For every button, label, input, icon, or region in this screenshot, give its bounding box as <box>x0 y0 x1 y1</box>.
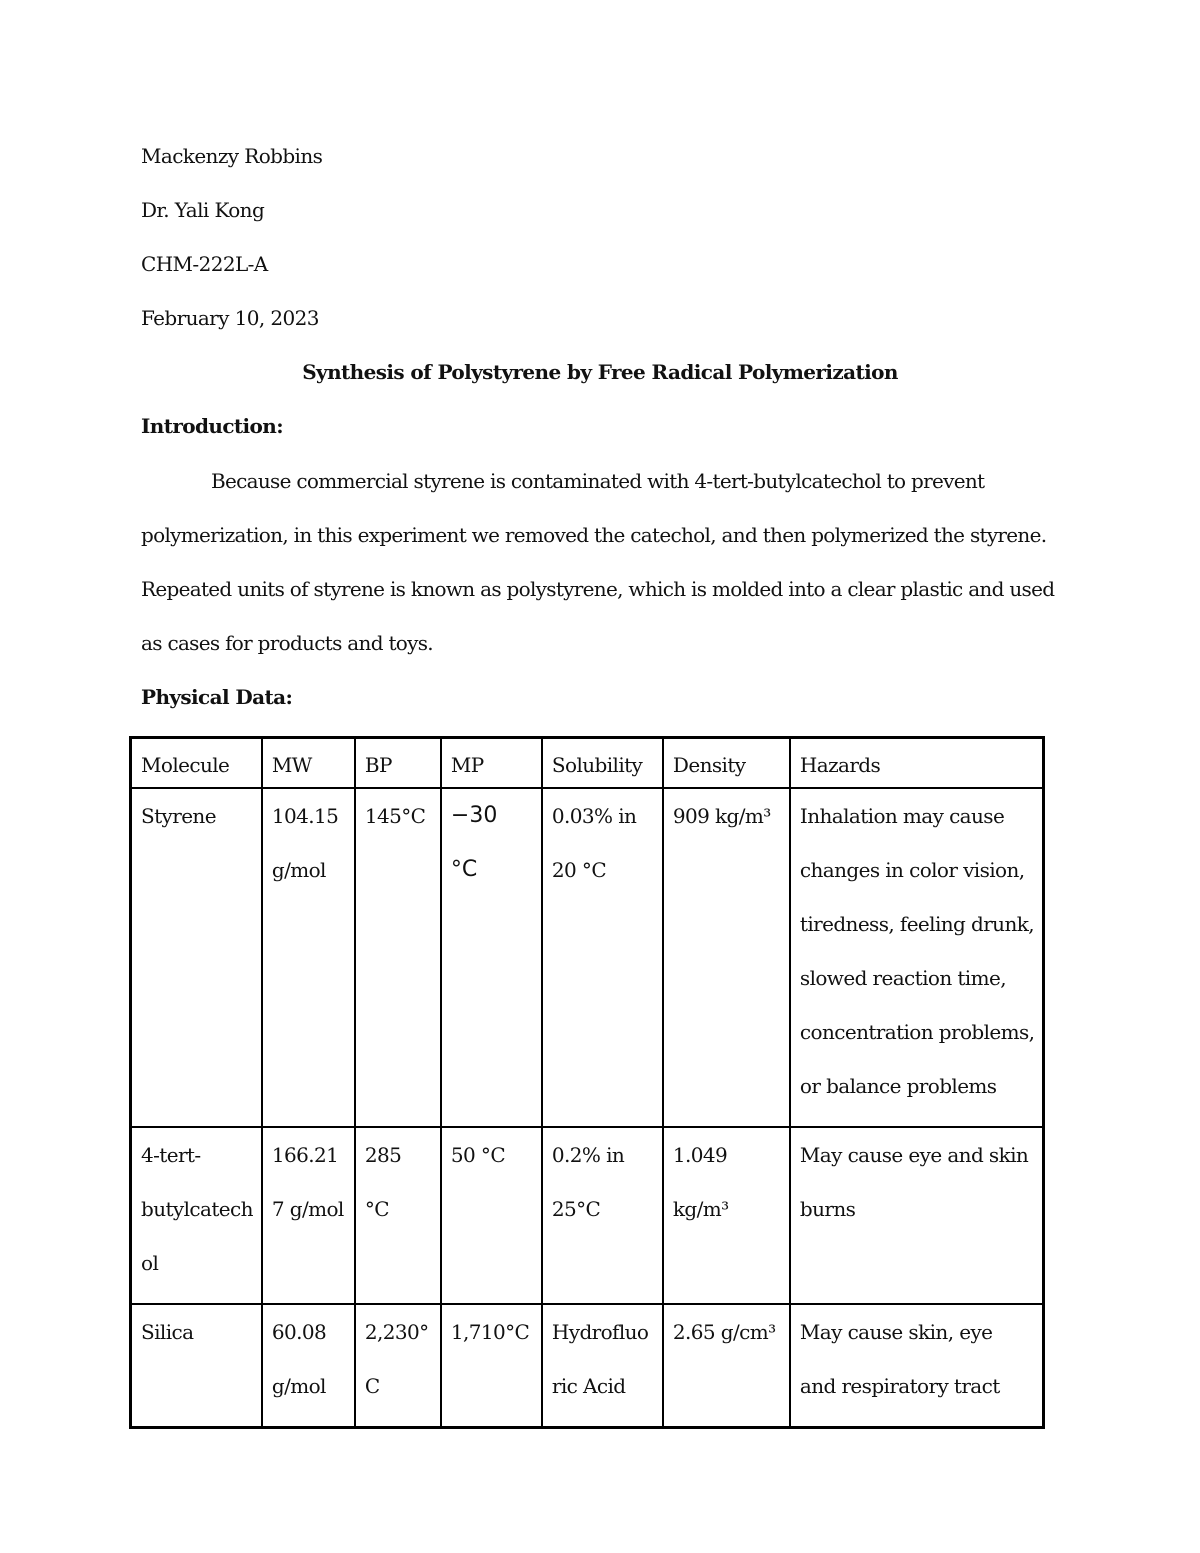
cell-density <box>663 788 790 1127</box>
cell-solubility <box>542 1304 663 1428</box>
cell-line: 104.15 <box>271 804 339 828</box>
cell-line: 0.03% in <box>551 804 637 828</box>
cell-line: Hydrofluo <box>551 1320 649 1344</box>
cell-line: 2,230° <box>364 1320 429 1344</box>
table-header-row <box>131 738 1044 789</box>
cell-line: 50 °C <box>450 1143 506 1167</box>
physical-data-table <box>129 736 1045 1429</box>
cell-line: 1,710°C <box>450 1320 530 1344</box>
cell-bp <box>355 1304 441 1428</box>
cell-line: °C <box>450 857 478 882</box>
cell-mw <box>262 788 355 1127</box>
cell-line: 60.08 <box>271 1320 327 1344</box>
cell-line: °C <box>364 1197 390 1221</box>
cell-mp <box>441 1304 542 1428</box>
cell-mp <box>441 788 542 1127</box>
cell-solubility <box>542 1127 663 1304</box>
author-name: Mackenzy Robbins <box>141 144 323 168</box>
cell-line: Inhalation may cause <box>799 804 1005 828</box>
cell-line: May cause eye and skin <box>799 1143 1029 1167</box>
cell-line: tiredness, feeling drunk, <box>799 912 1035 936</box>
cell-mw <box>262 1304 355 1428</box>
column-header-molecule: Molecule <box>131 738 262 789</box>
cell-line: 1.049 <box>672 1143 728 1167</box>
cell-hazards <box>790 788 1044 1127</box>
cell-mw <box>262 1127 355 1304</box>
introduction-line: Because commercial styrene is contaminated with 4-tert-butylcatechol to prevent <box>211 469 985 493</box>
cell-molecule <box>131 1304 262 1428</box>
cell-line: changes in color vision, <box>799 858 1025 882</box>
cell-line: 909 kg/m³ <box>672 804 771 828</box>
cell-density <box>663 1304 790 1428</box>
cell-line: ric Acid <box>551 1374 626 1398</box>
cell-line: −30 <box>450 803 498 828</box>
cell-line: kg/m³ <box>672 1197 729 1221</box>
cell-molecule <box>131 1127 262 1304</box>
cell-line: 7 g/mol <box>271 1197 344 1221</box>
cell-hazards <box>790 1127 1044 1304</box>
cell-molecule <box>131 788 262 1127</box>
physical-data-heading: Physical Data: <box>141 685 293 709</box>
introduction-paragraph <box>141 454 1071 670</box>
introduction-line: Repeated units of styrene is known as polystyrene, which is molded into a clear plastic and used <box>141 577 1055 601</box>
cell-line: Styrene <box>141 804 216 828</box>
cell-line: concentration problems, <box>799 1020 1035 1044</box>
cell-bp <box>355 788 441 1127</box>
instructor-name: Dr. Yali Kong <box>141 198 265 222</box>
cell-line: or balance problems <box>799 1074 997 1098</box>
introduction-line: as cases for products and toys. <box>141 631 433 655</box>
course-code: CHM-222L-A <box>141 252 268 276</box>
cell-density <box>663 1127 790 1304</box>
cell-line: 285 <box>364 1143 402 1167</box>
cell-line: slowed reaction time, <box>799 966 1006 990</box>
cell-line: 145°C <box>364 804 426 828</box>
introduction-heading: Introduction: <box>141 414 284 438</box>
column-header-solubility: Solubility <box>542 738 663 789</box>
column-header-hazards: Hazards <box>790 738 1044 789</box>
cell-line: g/mol <box>271 1374 326 1398</box>
document-date: February 10, 2023 <box>141 306 319 330</box>
column-header-density: Density <box>663 738 790 789</box>
cell-line: Silica <box>141 1320 194 1344</box>
cell-line: ol <box>141 1251 159 1275</box>
cell-hazards <box>790 1304 1044 1428</box>
cell-line: 4-tert- <box>141 1143 201 1167</box>
cell-line: burns <box>799 1197 856 1221</box>
introduction-line: polymerization, in this experiment we removed the catechol, and then polymerized the styrene. <box>141 523 1047 547</box>
document-title: Synthesis of Polystyrene by Free Radical Polymerization <box>302 360 898 384</box>
cell-bp <box>355 1127 441 1304</box>
cell-line: g/mol <box>271 858 326 882</box>
cell-line: 25°C <box>551 1197 601 1221</box>
cell-mp <box>441 1127 542 1304</box>
cell-line: 20 °C <box>551 858 607 882</box>
cell-line: C <box>364 1374 380 1398</box>
table-row <box>131 1304 1044 1428</box>
cell-line: and respiratory tract <box>799 1374 1000 1398</box>
column-header-mp: MP <box>441 738 542 789</box>
cell-line: butylcatech <box>141 1197 253 1221</box>
column-header-mw: MW <box>262 738 355 789</box>
table-row <box>131 788 1044 1127</box>
cell-solubility <box>542 788 663 1127</box>
table-row <box>131 1127 1044 1304</box>
cell-line: 0.2% in <box>551 1143 625 1167</box>
cell-line: 2.65 g/cm³ <box>672 1320 776 1344</box>
column-header-bp: BP <box>355 738 441 789</box>
cell-line: May cause skin, eye <box>799 1320 993 1344</box>
cell-line: 166.21 <box>271 1143 339 1167</box>
